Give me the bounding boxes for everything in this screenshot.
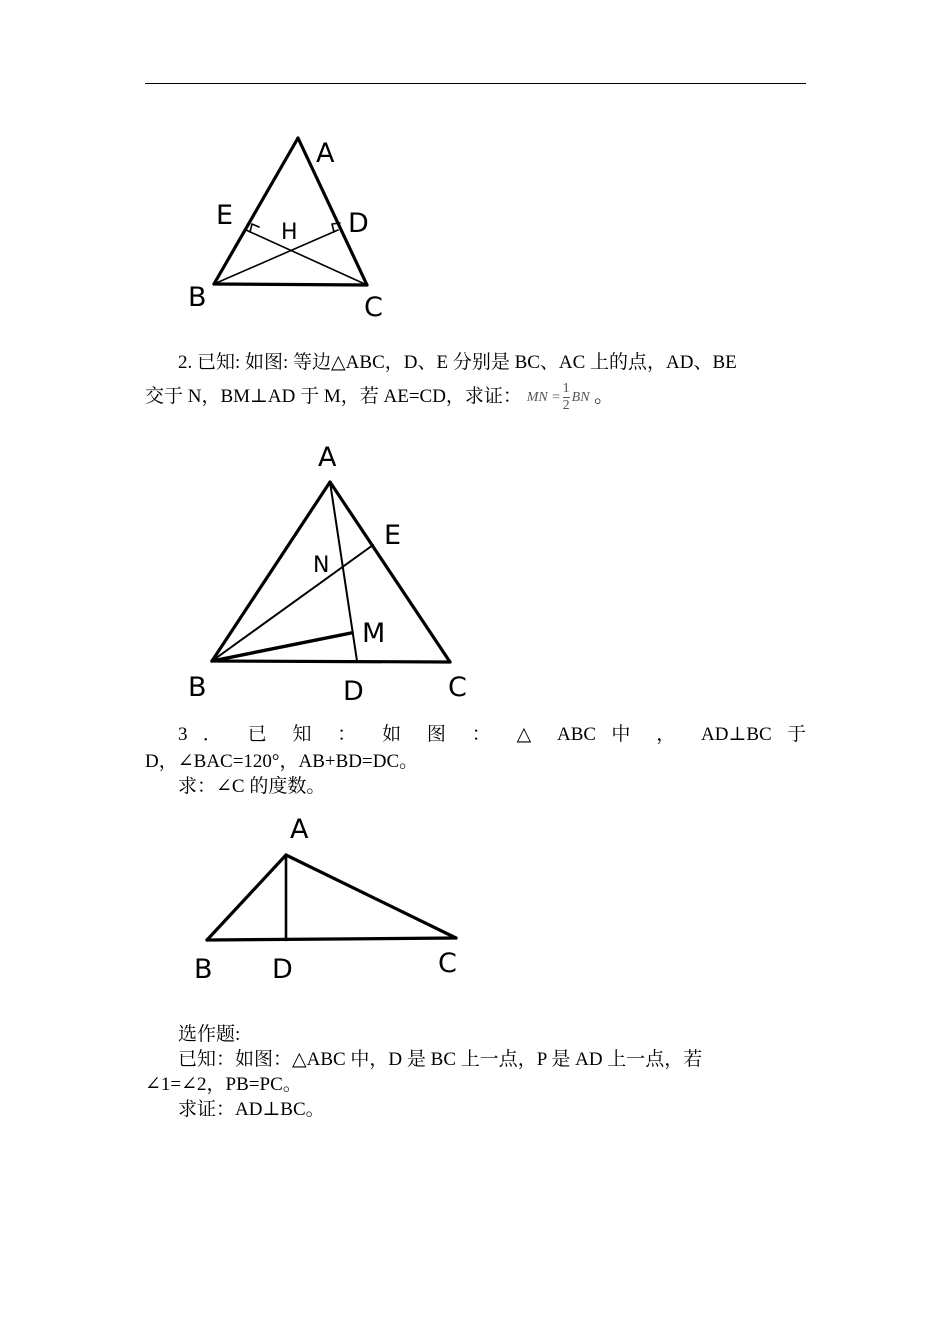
figure-1-triangle-abc-altitudes [170, 120, 410, 330]
label-m: M [362, 618, 386, 649]
problem-2-text-3: 。 [594, 386, 614, 407]
side-bc [207, 938, 456, 940]
problem-2-line-1 [145, 346, 806, 379]
side-bc [212, 661, 450, 662]
problem-3-text-3: 求：∠C 的度数。 [178, 776, 326, 797]
label-e: E [384, 520, 402, 551]
label-h: H [281, 220, 298, 245]
problem-3-text-1: 3 ． 已 知 ： 如 图 ： △ ABC 中 ， AD⊥BC 于 [178, 724, 806, 745]
label-e: E [216, 200, 234, 231]
label-b: B [188, 672, 207, 703]
label-b: B [194, 954, 213, 985]
optional-text-2: ∠1=∠2，PB=PC。 [145, 1074, 302, 1095]
header-rule [145, 83, 806, 84]
formula-mn-half-bn: MN = $\frac{1}{2}$ BN [526, 381, 590, 414]
side-ac [286, 855, 456, 938]
figure-3-obtuse-triangle [180, 800, 480, 990]
label-d: D [348, 208, 369, 239]
label-a: A [316, 138, 335, 169]
label-b: B [188, 282, 207, 313]
label-c: C [438, 948, 457, 979]
side-ab [207, 855, 286, 940]
label-c: C [364, 292, 383, 323]
problem-2-text-2: 交于 N，BM⊥AD 于 M，若 AE=CD，求证： [145, 386, 522, 407]
figure-2-equilateral-triangle [180, 420, 480, 710]
label-d: D [272, 954, 293, 985]
right-angle-mark-e [250, 224, 259, 232]
problem-2-text-1: 2. 已知: 如图: 等边△ABC，D、E 分别是 BC、AC 上的点，AD、BE [178, 352, 737, 373]
problem-3-line-3 [145, 770, 806, 803]
fraction-one-half: $\frac{1}{2}$ [562, 381, 570, 414]
label-a: A [318, 442, 337, 473]
label-a: A [290, 814, 309, 845]
optional-text-1: 已知：如图：△ABC 中，D 是 BC 上一点，P 是 AD 上一点，若 [178, 1049, 703, 1070]
label-c: C [448, 672, 467, 703]
problem-3-text-2: D，∠BAC=120°，AB+BD=DC。 [145, 751, 419, 772]
segment-be [214, 230, 338, 284]
optional-heading-text: 选作题: [178, 1024, 241, 1045]
problem-2-line-2 [145, 380, 806, 414]
optional-line-3 [145, 1093, 806, 1126]
label-n: N [313, 553, 330, 578]
optional-text-3: 求证：AD⊥BC。 [178, 1099, 325, 1120]
label-d: D [343, 676, 364, 707]
side-bc [214, 284, 367, 285]
